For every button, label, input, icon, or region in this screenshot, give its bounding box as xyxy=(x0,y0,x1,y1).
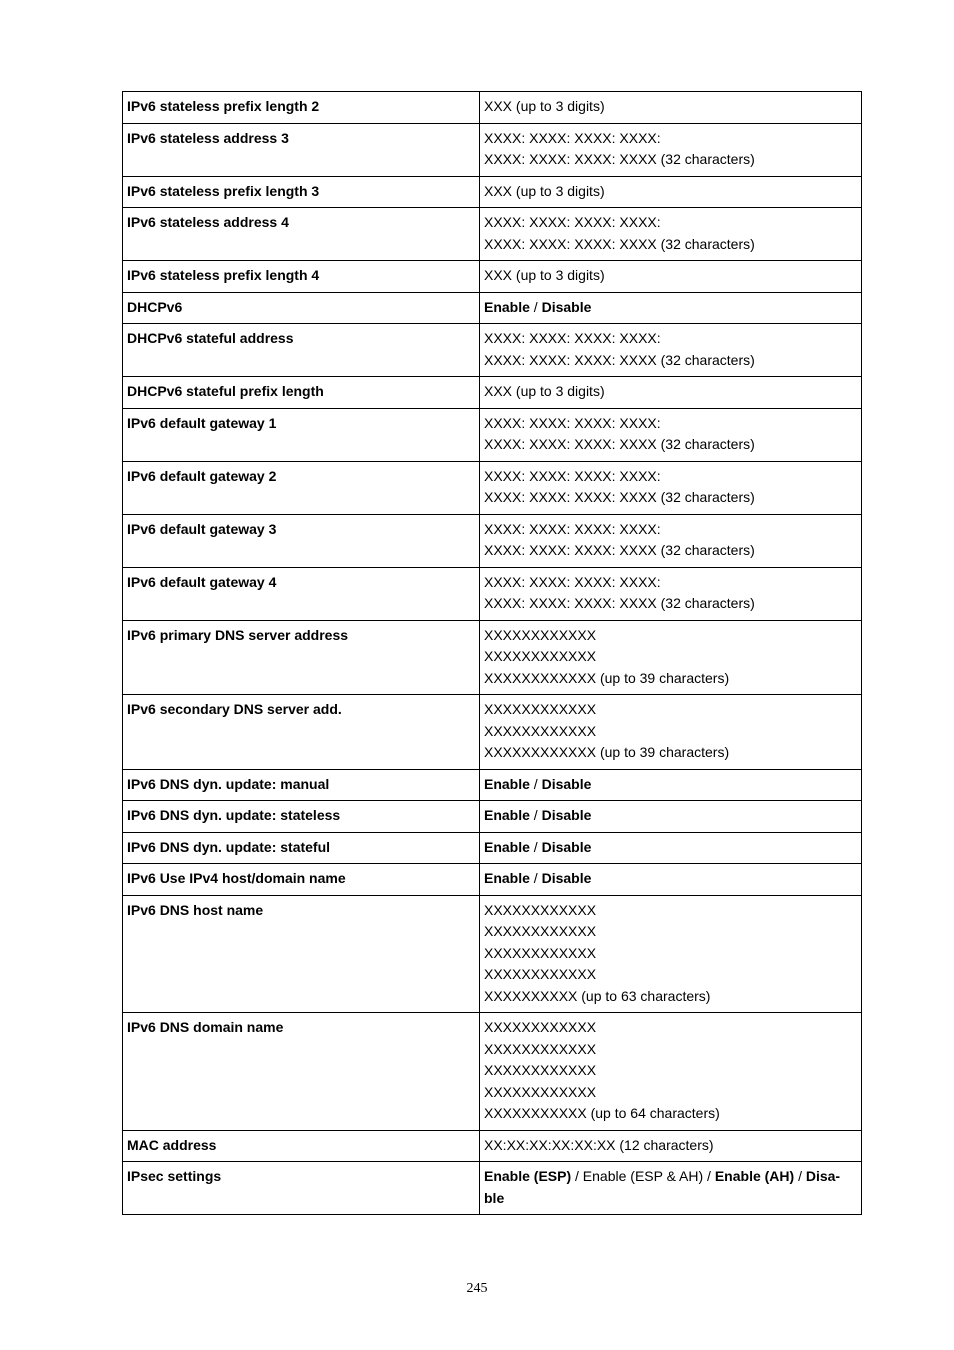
value-line xyxy=(484,434,857,456)
value-option-bold: Disable xyxy=(541,838,592,855)
table-row xyxy=(123,408,862,461)
value-text: XX:XX:XX:XX:XX:XX (12 characters) xyxy=(484,1136,714,1153)
setting-name-cell: IPv6 default gateway 4 xyxy=(123,567,480,620)
value-text: XXXXXXXXXXXX xyxy=(484,648,597,664)
setting-value-cell xyxy=(480,567,862,620)
setting-name-cell: IPv6 DNS dyn. update: stateful xyxy=(123,832,480,864)
value-line xyxy=(484,837,857,859)
value-line xyxy=(484,646,857,668)
table-row xyxy=(123,176,862,208)
value-line xyxy=(484,381,857,403)
setting-name-cell: IPv6 stateless prefix length 2 xyxy=(123,92,480,124)
value-option-bold: Disable xyxy=(541,870,592,886)
value-text: XXXX: XXXX: XXXX: XXXX: xyxy=(484,414,661,431)
table-row xyxy=(123,514,862,567)
table-body xyxy=(123,92,862,1215)
value-text: XXXX: XXXX: XXXX: XXXX: xyxy=(484,214,661,230)
setting-name-cell: IPsec settings xyxy=(123,1162,480,1215)
table-row xyxy=(123,261,862,293)
setting-name-cell: IPv6 default gateway 3 xyxy=(123,514,480,567)
table-row xyxy=(123,92,862,124)
value-line xyxy=(484,593,857,615)
value-line xyxy=(484,1103,857,1125)
value-text: XXXXXXXXXXXX (up to 39 characters) xyxy=(484,669,730,686)
setting-value-cell xyxy=(480,895,862,1013)
value-text: XXXX: XXXX: XXXX: XXXX: xyxy=(484,520,661,537)
value-text: XXXXXXXXXXXX xyxy=(484,722,597,739)
value-line xyxy=(484,805,857,827)
value-text: XXX (up to 3 digits) xyxy=(484,383,605,399)
setting-value-cell xyxy=(480,620,862,695)
value-line xyxy=(484,265,857,287)
value-line xyxy=(484,350,857,372)
value-option-bold: Enable (ESP) xyxy=(484,1168,572,1184)
table-row xyxy=(123,864,862,896)
setting-value-cell xyxy=(480,92,862,124)
value-line xyxy=(484,721,857,743)
value-text: XXXX: XXXX: XXXX: XXXX: xyxy=(484,573,661,590)
value-line xyxy=(484,964,857,986)
setting-name-cell: DHCPv6 stateful address xyxy=(123,324,480,377)
table-row xyxy=(123,620,862,695)
value-text: XXXXXXXXXXXX xyxy=(484,1019,597,1035)
table-row xyxy=(123,123,862,176)
value-option-bold: Disable xyxy=(541,807,592,823)
setting-name-cell: IPv6 DNS dyn. update: manual xyxy=(123,769,480,801)
value-text: XXXX: XXXX: XXXX: XXXX: xyxy=(484,129,661,146)
value-text: / xyxy=(529,775,542,792)
setting-value-cell xyxy=(480,514,862,567)
value-text: / xyxy=(529,838,542,855)
setting-name-cell: DHCPv6 xyxy=(123,292,480,324)
value-line xyxy=(484,212,857,234)
value-line xyxy=(484,413,857,435)
setting-name-cell: IPv6 primary DNS server address xyxy=(123,620,480,695)
value-text: XXXX: XXXX: XXXX: XXXX (32 characters) xyxy=(484,595,755,611)
value-line xyxy=(484,699,857,721)
setting-value-cell xyxy=(480,695,862,770)
value-option-bold: Enable (AH) xyxy=(714,1168,795,1184)
value-line xyxy=(484,1166,857,1188)
value-text: XXXXXXXXXXXX xyxy=(484,944,597,961)
value-text: XXXX: XXXX: XXXX: XXXX (32 characters) xyxy=(484,351,755,368)
value-text: XXXXXXXXXXXX xyxy=(484,1083,597,1100)
value-line xyxy=(484,900,857,922)
value-line xyxy=(484,540,857,562)
setting-name-cell: IPv6 secondary DNS server add. xyxy=(123,695,480,770)
value-line xyxy=(484,868,857,890)
setting-value-cell xyxy=(480,1130,862,1162)
setting-name-cell: IPv6 default gateway 2 xyxy=(123,461,480,514)
setting-name-cell: IPv6 stateless address 4 xyxy=(123,208,480,261)
value-text: XXXX: XXXX: XXXX: XXXX (32 characters) xyxy=(484,489,755,505)
setting-value-cell xyxy=(480,864,862,896)
value-line xyxy=(484,1082,857,1104)
value-line xyxy=(484,1017,857,1039)
setting-value-cell xyxy=(480,461,862,514)
value-line xyxy=(484,986,857,1008)
value-line xyxy=(484,466,857,488)
setting-value-cell xyxy=(480,408,862,461)
value-line xyxy=(484,921,857,943)
value-text: XXXXXXXXXXX (up to 64 characters) xyxy=(484,1105,720,1121)
value-text: XXXXXXXXXXXX xyxy=(484,701,597,717)
value-line xyxy=(484,1060,857,1082)
table-row xyxy=(123,832,862,864)
value-text: / xyxy=(529,807,542,823)
value-option-bold: Enable xyxy=(484,870,530,886)
value-text: XXX (up to 3 digits) xyxy=(484,267,605,283)
table-row xyxy=(123,292,862,324)
setting-name-cell: IPv6 DNS domain name xyxy=(123,1013,480,1131)
value-text: / Enable (ESP & AH) / xyxy=(571,1168,715,1184)
value-option-bold: Enable xyxy=(484,807,530,823)
value-text: XXXXXXXXXX (up to 63 characters) xyxy=(484,987,711,1004)
value-line xyxy=(484,128,857,150)
table-row xyxy=(123,1013,862,1131)
value-text: / xyxy=(529,298,542,315)
value-text: XXXXXXXXXXXX xyxy=(484,901,597,918)
table-row xyxy=(123,208,862,261)
value-text: XXXXXXXXXXXX xyxy=(484,1040,597,1057)
value-line xyxy=(484,487,857,509)
value-line xyxy=(484,943,857,965)
value-text: XXXXXXXXXXXX xyxy=(484,966,597,982)
value-text: XXXXXXXXXXXX (up to 39 characters) xyxy=(484,744,730,760)
setting-name-cell: IPv6 stateless address 3 xyxy=(123,123,480,176)
setting-value-cell xyxy=(480,324,862,377)
value-line xyxy=(484,742,857,764)
value-option-bold: Disa- xyxy=(805,1168,841,1184)
value-text: XXXXXXXXXXXX xyxy=(484,626,597,643)
setting-name-cell: IPv6 DNS dyn. update: stateless xyxy=(123,801,480,833)
value-line xyxy=(484,625,857,647)
value-text: / xyxy=(794,1168,806,1184)
value-line xyxy=(484,328,857,350)
value-text: XXXX: XXXX: XXXX: XXXX (32 characters) xyxy=(484,436,755,452)
setting-name-cell: IPv6 DNS host name xyxy=(123,895,480,1013)
value-option-bold: Disable xyxy=(541,775,592,792)
table-row xyxy=(123,801,862,833)
table-row xyxy=(123,1162,862,1215)
value-text: XXXXXXXXXXXX xyxy=(484,923,597,939)
value-option-bold: Enable xyxy=(484,298,530,315)
value-text: XXX (up to 3 digits) xyxy=(484,182,605,199)
table-row xyxy=(123,461,862,514)
setting-value-cell xyxy=(480,832,862,864)
value-line xyxy=(484,149,857,171)
value-line xyxy=(484,297,857,319)
setting-value-cell xyxy=(480,769,862,801)
network-settings-table xyxy=(122,91,862,1215)
table-row xyxy=(123,895,862,1013)
table-row xyxy=(123,1130,862,1162)
setting-value-cell xyxy=(480,292,862,324)
setting-value-cell xyxy=(480,123,862,176)
setting-name-cell: IPv6 stateless prefix length 3 xyxy=(123,176,480,208)
value-line xyxy=(484,668,857,690)
value-line xyxy=(484,572,857,594)
value-line xyxy=(484,1188,857,1210)
value-option-bold: Enable xyxy=(484,775,530,792)
table-row xyxy=(123,377,862,409)
setting-name-cell: IPv6 stateless prefix length 4 xyxy=(123,261,480,293)
setting-value-cell xyxy=(480,1162,862,1215)
setting-value-cell xyxy=(480,261,862,293)
setting-value-cell xyxy=(480,801,862,833)
value-line xyxy=(484,519,857,541)
value-text: XXXX: XXXX: XXXX: XXXX (32 characters) xyxy=(484,151,755,167)
value-text: XXXXXXXXXXXX xyxy=(484,1062,597,1078)
value-text: / xyxy=(529,870,542,886)
setting-name-cell: IPv6 Use IPv4 host/domain name xyxy=(123,864,480,896)
value-line xyxy=(484,96,857,118)
value-option-bold: Disable xyxy=(541,298,592,315)
setting-name-cell: IPv6 default gateway 1 xyxy=(123,408,480,461)
value-text: XXXX: XXXX: XXXX: XXXX (32 characters) xyxy=(484,235,755,252)
value-line xyxy=(484,1039,857,1061)
setting-value-cell xyxy=(480,208,862,261)
page-number: 245 xyxy=(466,1281,488,1296)
table-row xyxy=(123,567,862,620)
value-text: XXXX: XXXX: XXXX: XXXX: xyxy=(484,330,661,346)
value-option-bold: Enable xyxy=(484,838,530,855)
setting-value-cell xyxy=(480,377,862,409)
value-text: XXXX: XXXX: XXXX: XXXX (32 characters) xyxy=(484,542,755,558)
value-line xyxy=(484,234,857,256)
value-text: XXX (up to 3 digits) xyxy=(484,98,605,114)
table-row xyxy=(123,695,862,770)
value-line xyxy=(484,181,857,203)
setting-name-cell: MAC address xyxy=(123,1130,480,1162)
setting-value-cell xyxy=(480,1013,862,1131)
setting-name-cell: DHCPv6 stateful prefix length xyxy=(123,377,480,409)
value-text: XXXX: XXXX: XXXX: XXXX: xyxy=(484,467,661,484)
table-row xyxy=(123,769,862,801)
value-line xyxy=(484,774,857,796)
setting-value-cell xyxy=(480,176,862,208)
value-line xyxy=(484,1135,857,1157)
table-row xyxy=(123,324,862,377)
value-option-bold: ble xyxy=(484,1189,505,1206)
